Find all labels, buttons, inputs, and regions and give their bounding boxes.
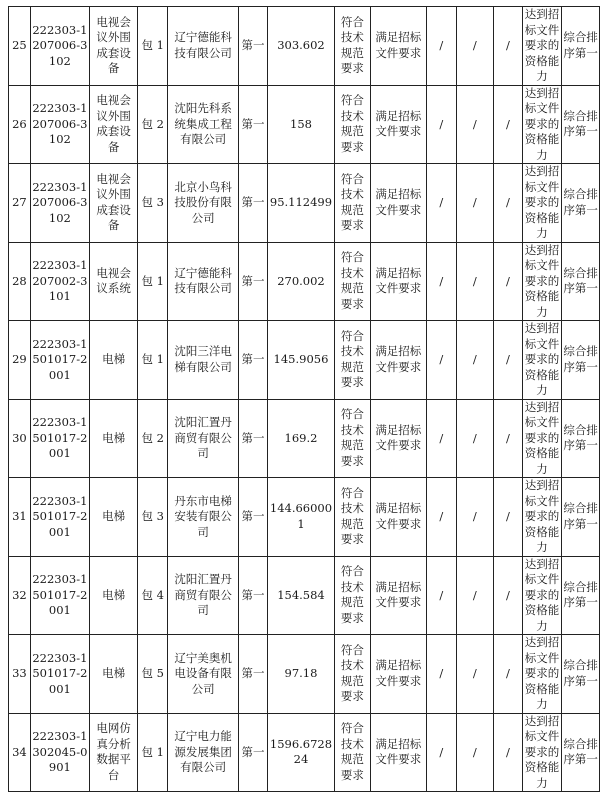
rank: 第一 xyxy=(239,399,268,478)
document-compliance: 满足招标文件要求 xyxy=(370,478,426,557)
package-label: 包 1 xyxy=(138,242,168,321)
document-compliance: 满足招标文件要求 xyxy=(370,321,426,400)
slash-cell-2: / xyxy=(456,85,493,164)
slash-cell-1: / xyxy=(426,556,456,635)
table-row xyxy=(9,7,600,86)
table-row xyxy=(9,85,600,164)
bid-price: 145.9056 xyxy=(267,321,334,400)
slash-cell-1: / xyxy=(426,321,456,400)
row-number: 33 xyxy=(9,635,31,714)
slash-cell-2: / xyxy=(456,478,493,557)
slash-cell-1: / xyxy=(426,7,456,86)
item-name: 电梯 xyxy=(89,399,137,478)
table-row xyxy=(9,478,600,557)
bid-results-table xyxy=(8,6,600,792)
item-name: 电网仿真分析数据平台 xyxy=(89,713,137,792)
package-label: 包 1 xyxy=(138,713,168,792)
package-label: 包 4 xyxy=(138,556,168,635)
overall-ranking: 综合排序第一 xyxy=(562,7,600,86)
results-table-container xyxy=(8,6,600,792)
rank: 第一 xyxy=(239,321,268,400)
slash-cell-2: / xyxy=(456,556,493,635)
bid-price: 154.584 xyxy=(267,556,334,635)
bid-price: 270.002 xyxy=(267,242,334,321)
slash-cell-2: / xyxy=(456,713,493,792)
package-code: 222303-1501017-2001 xyxy=(30,399,89,478)
slash-cell-3: / xyxy=(494,164,523,243)
slash-cell-3: / xyxy=(494,635,523,714)
technical-compliance: 符合技术规范要求 xyxy=(335,478,371,557)
supplier-name: 沈阳汇置丹商贸有限公司 xyxy=(168,556,239,635)
item-name: 电梯 xyxy=(89,635,137,714)
row-number: 31 xyxy=(9,478,31,557)
document-compliance: 满足招标文件要求 xyxy=(370,399,426,478)
technical-compliance: 符合技术规范要求 xyxy=(335,635,371,714)
slash-cell-1: / xyxy=(426,164,456,243)
item-name: 电梯 xyxy=(89,556,137,635)
package-label: 包 3 xyxy=(138,478,168,557)
item-name: 电视会议系统 xyxy=(89,242,137,321)
slash-cell-1: / xyxy=(426,713,456,792)
document-compliance: 满足招标文件要求 xyxy=(370,242,426,321)
qualification: 达到招标文件要求的资格能力 xyxy=(522,85,562,164)
item-name: 电梯 xyxy=(89,478,137,557)
overall-ranking: 综合排序第一 xyxy=(562,478,600,557)
package-label: 包 1 xyxy=(138,321,168,400)
slash-cell-2: / xyxy=(456,164,493,243)
row-number: 27 xyxy=(9,164,31,243)
package-label: 包 1 xyxy=(138,7,168,86)
overall-ranking: 综合排序第一 xyxy=(562,321,600,400)
row-number: 28 xyxy=(9,242,31,321)
package-code: 222303-1207006-3102 xyxy=(30,85,89,164)
slash-cell-3: / xyxy=(494,713,523,792)
slash-cell-1: / xyxy=(426,635,456,714)
package-code: 222303-1501017-2001 xyxy=(30,478,89,557)
qualification: 达到招标文件要求的资格能力 xyxy=(522,7,562,86)
rank: 第一 xyxy=(239,478,268,557)
item-name: 电视会议外围成套设备 xyxy=(89,7,137,86)
overall-ranking: 综合排序第一 xyxy=(562,164,600,243)
package-code: 222303-1501017-2001 xyxy=(30,556,89,635)
rank: 第一 xyxy=(239,556,268,635)
slash-cell-2: / xyxy=(456,242,493,321)
item-name: 电视会议外围成套设备 xyxy=(89,85,137,164)
technical-compliance: 符合技术规范要求 xyxy=(335,556,371,635)
supplier-name: 沈阳三洋电梯有限公司 xyxy=(168,321,239,400)
table-row xyxy=(9,242,600,321)
slash-cell-2: / xyxy=(456,399,493,478)
package-code: 222303-1302045-0901 xyxy=(30,713,89,792)
slash-cell-1: / xyxy=(426,399,456,478)
slash-cell-3: / xyxy=(494,7,523,86)
slash-cell-1: / xyxy=(426,242,456,321)
row-number: 25 xyxy=(9,7,31,86)
package-code: 222303-1207006-3102 xyxy=(30,164,89,243)
overall-ranking: 综合排序第一 xyxy=(562,85,600,164)
document-compliance: 满足招标文件要求 xyxy=(370,635,426,714)
rank: 第一 xyxy=(239,635,268,714)
item-name: 电视会议外围成套设备 xyxy=(89,164,137,243)
supplier-name: 沈阳先科系统集成工程有限公司 xyxy=(168,85,239,164)
table-row xyxy=(9,713,600,792)
slash-cell-3: / xyxy=(494,556,523,635)
overall-ranking: 综合排序第一 xyxy=(562,399,600,478)
document-compliance: 满足招标文件要求 xyxy=(370,7,426,86)
qualification: 达到招标文件要求的资格能力 xyxy=(522,164,562,243)
rank: 第一 xyxy=(239,713,268,792)
bid-price: 169.2 xyxy=(267,399,334,478)
technical-compliance: 符合技术规范要求 xyxy=(335,242,371,321)
overall-ranking: 综合排序第一 xyxy=(562,635,600,714)
technical-compliance: 符合技术规范要求 xyxy=(335,164,371,243)
document-compliance: 满足招标文件要求 xyxy=(370,713,426,792)
table-row xyxy=(9,399,600,478)
table-body xyxy=(9,7,600,792)
slash-cell-2: / xyxy=(456,7,493,86)
package-label: 包 2 xyxy=(138,399,168,478)
rank: 第一 xyxy=(239,164,268,243)
bid-price: 144.660001 xyxy=(267,478,334,557)
supplier-name: 北京小鸟科技股份有限公司 xyxy=(168,164,239,243)
bid-price: 303.602 xyxy=(267,7,334,86)
package-code: 222303-1501017-2001 xyxy=(30,321,89,400)
slash-cell-2: / xyxy=(456,321,493,400)
supplier-name: 辽宁电力能源发展集团有限公司 xyxy=(168,713,239,792)
qualification: 达到招标文件要求的资格能力 xyxy=(522,635,562,714)
slash-cell-1: / xyxy=(426,478,456,557)
rank: 第一 xyxy=(239,7,268,86)
overall-ranking: 综合排序第一 xyxy=(562,713,600,792)
slash-cell-3: / xyxy=(494,85,523,164)
supplier-name: 辽宁美奥机电设备有限公司 xyxy=(168,635,239,714)
technical-compliance: 符合技术规范要求 xyxy=(335,713,371,792)
bid-price: 97.18 xyxy=(267,635,334,714)
qualification: 达到招标文件要求的资格能力 xyxy=(522,321,562,400)
slash-cell-3: / xyxy=(494,399,523,478)
bid-price: 158 xyxy=(267,85,334,164)
rank: 第一 xyxy=(239,85,268,164)
slash-cell-2: / xyxy=(456,635,493,714)
row-number: 29 xyxy=(9,321,31,400)
slash-cell-3: / xyxy=(494,321,523,400)
slash-cell-3: / xyxy=(494,242,523,321)
overall-ranking: 综合排序第一 xyxy=(562,556,600,635)
technical-compliance: 符合技术规范要求 xyxy=(335,321,371,400)
package-label: 包 5 xyxy=(138,635,168,714)
table-row xyxy=(9,321,600,400)
technical-compliance: 符合技术规范要求 xyxy=(335,7,371,86)
package-code: 222303-1207002-3101 xyxy=(30,242,89,321)
row-number: 32 xyxy=(9,556,31,635)
document-compliance: 满足招标文件要求 xyxy=(370,85,426,164)
item-name: 电梯 xyxy=(89,321,137,400)
supplier-name: 辽宁德能科技有限公司 xyxy=(168,242,239,321)
row-number: 34 xyxy=(9,713,31,792)
rank: 第一 xyxy=(239,242,268,321)
table-row xyxy=(9,635,600,714)
document-compliance: 满足招标文件要求 xyxy=(370,556,426,635)
bid-price: 1596.672824 xyxy=(267,713,334,792)
supplier-name: 辽宁德能科技有限公司 xyxy=(168,7,239,86)
package-code: 222303-1501017-2001 xyxy=(30,635,89,714)
slash-cell-1: / xyxy=(426,85,456,164)
technical-compliance: 符合技术规范要求 xyxy=(335,85,371,164)
qualification: 达到招标文件要求的资格能力 xyxy=(522,478,562,557)
package-label: 包 3 xyxy=(138,164,168,243)
slash-cell-3: / xyxy=(494,478,523,557)
supplier-name: 沈阳汇置丹商贸有限公司 xyxy=(168,399,239,478)
table-row xyxy=(9,556,600,635)
table-row xyxy=(9,164,600,243)
qualification: 达到招标文件要求的资格能力 xyxy=(522,399,562,478)
qualification: 达到招标文件要求的资格能力 xyxy=(522,242,562,321)
overall-ranking: 综合排序第一 xyxy=(562,242,600,321)
bid-price: 95.112499 xyxy=(267,164,334,243)
package-code: 222303-1207006-3102 xyxy=(30,7,89,86)
document-compliance: 满足招标文件要求 xyxy=(370,164,426,243)
package-label: 包 2 xyxy=(138,85,168,164)
supplier-name: 丹东市电梯安装有限公司 xyxy=(168,478,239,557)
qualification: 达到招标文件要求的资格能力 xyxy=(522,556,562,635)
row-number: 30 xyxy=(9,399,31,478)
qualification: 达到招标文件要求的资格能力 xyxy=(522,713,562,792)
technical-compliance: 符合技术规范要求 xyxy=(335,399,371,478)
row-number: 26 xyxy=(9,85,31,164)
